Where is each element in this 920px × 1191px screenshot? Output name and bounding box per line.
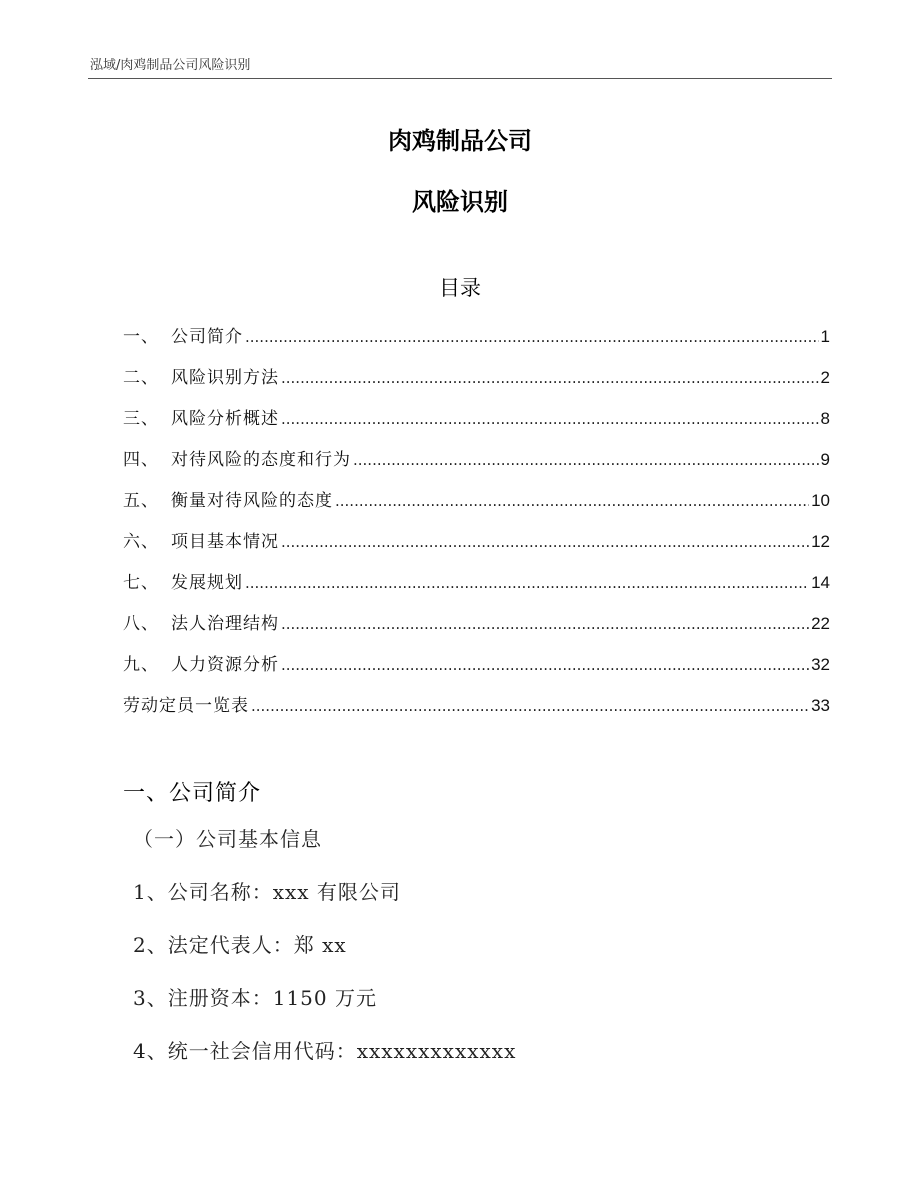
document-subtitle: 风险识别	[412, 188, 508, 216]
toc-entry[interactable]	[123, 691, 830, 732]
legal-representative-line: 2、法定代表人：郑 xx	[133, 933, 347, 957]
toc-dot-leader	[281, 615, 809, 633]
toc-entry-page: 33	[811, 696, 830, 715]
toc-entry-number: 九、	[123, 655, 159, 675]
toc-entry[interactable]	[123, 527, 830, 568]
toc-entry-page: 2	[820, 368, 830, 387]
section-heading: 一、公司简介	[123, 781, 262, 806]
toc-entry-title: 风险识别方法	[171, 368, 279, 388]
toc-entry-title: 对待风险的态度和行为	[171, 450, 351, 470]
toc-dot-leader	[251, 697, 809, 715]
toc-entry[interactable]	[123, 445, 830, 486]
toc-entry-title: 风险分析概述	[171, 409, 279, 429]
toc-dot-leader	[281, 369, 819, 387]
header-divider	[88, 78, 832, 79]
toc-entry-number: 三、	[123, 409, 159, 429]
toc-entry-page: 14	[811, 573, 830, 592]
toc-dot-leader	[245, 574, 809, 592]
toc-entry-title: 发展规划	[171, 573, 243, 593]
toc-entry-title: 劳动定员一览表	[123, 696, 249, 716]
toc-entry[interactable]	[123, 568, 830, 609]
subsection-heading: （一）公司基本信息	[133, 827, 322, 851]
running-header: 泓域/肉鸡制品公司风险识别	[90, 58, 251, 73]
toc-entry[interactable]	[123, 486, 830, 527]
toc-entry-number: 五、	[123, 491, 159, 511]
toc-dot-leader	[353, 451, 819, 469]
registered-capital-line: 3、注册资本：1150 万元	[133, 986, 377, 1010]
toc-entry-title: 衡量对待风险的态度	[171, 491, 333, 511]
toc-entry-page: 9	[820, 450, 830, 469]
toc-entry-page: 22	[811, 614, 830, 633]
toc-entry-page: 1	[820, 327, 830, 346]
toc-entry-number: 四、	[123, 450, 159, 470]
credit-code-line: 4、统一社会信用代码：xxxxxxxxxxxxx	[133, 1039, 517, 1063]
toc-dot-leader	[335, 492, 809, 510]
toc-entry[interactable]	[123, 363, 830, 404]
toc-entry[interactable]	[123, 404, 830, 445]
toc-entry-page: 12	[811, 532, 830, 551]
toc-entry[interactable]	[123, 609, 830, 650]
toc-entry-title: 公司简介	[171, 327, 243, 347]
toc-entry-number: 六、	[123, 532, 159, 552]
toc-entry-title: 法人治理结构	[171, 614, 279, 634]
toc-entry-number: 七、	[123, 573, 159, 593]
toc-entry-page: 32	[811, 655, 830, 674]
toc-heading: 目录	[439, 276, 481, 300]
toc-entry[interactable]	[123, 322, 830, 363]
toc-entry-page: 10	[811, 491, 830, 510]
toc-entry-page: 8	[820, 409, 830, 428]
table-of-contents	[123, 322, 830, 732]
toc-dot-leader	[245, 328, 819, 346]
toc-entry-title: 人力资源分析	[171, 655, 279, 675]
company-name-line: 1、公司名称：xxx 有限公司	[133, 880, 401, 904]
toc-dot-leader	[281, 410, 819, 428]
toc-entry-title: 项目基本情况	[171, 532, 279, 552]
toc-dot-leader	[281, 533, 809, 551]
toc-entry-number: 二、	[123, 368, 159, 388]
toc-dot-leader	[281, 656, 809, 674]
toc-entry[interactable]	[123, 650, 830, 691]
document-title: 肉鸡制品公司	[388, 127, 532, 155]
toc-entry-number: 八、	[123, 614, 159, 634]
toc-entry-number: 一、	[123, 327, 159, 347]
